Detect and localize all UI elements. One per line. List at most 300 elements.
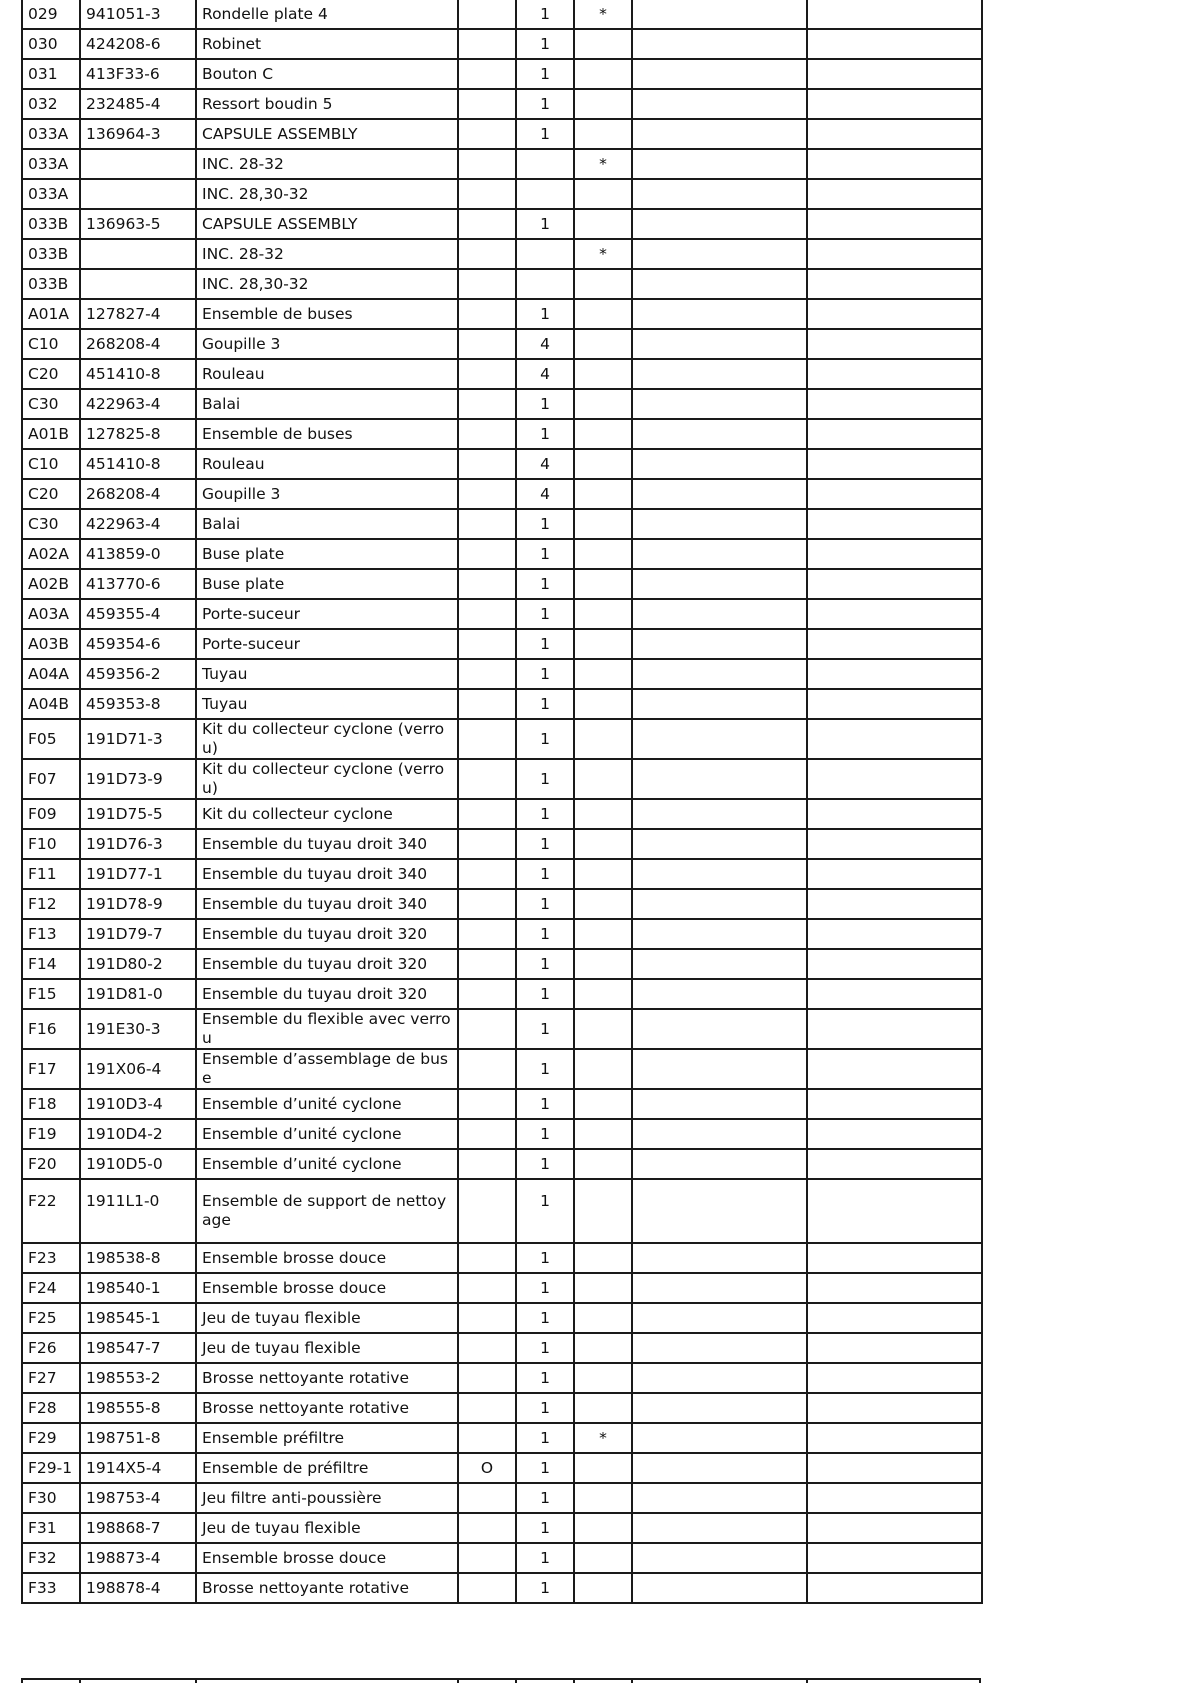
parts-list-sheet xyxy=(21,0,981,1604)
table-row xyxy=(22,1089,982,1119)
option-cell xyxy=(458,119,516,149)
table-row xyxy=(22,419,982,449)
description-cell: Goupille 3 xyxy=(196,329,458,359)
empty-cell xyxy=(807,269,982,299)
empty-cell xyxy=(807,1273,982,1303)
item-ref-cell: 033A xyxy=(22,179,80,209)
quantity-cell: 1 xyxy=(516,119,574,149)
table-row xyxy=(22,1483,982,1513)
table-row xyxy=(22,209,982,239)
part-number-cell: 136964-3 xyxy=(80,119,196,149)
item-ref-cell: F26 xyxy=(22,1333,80,1363)
note-mark-cell xyxy=(574,1303,632,1333)
note-mark-cell xyxy=(574,59,632,89)
item-ref-cell: F15 xyxy=(22,979,80,1009)
part-number-cell: 191D71-3 xyxy=(80,719,196,759)
option-cell xyxy=(458,329,516,359)
note-mark-cell: * xyxy=(574,1423,632,1453)
part-number-cell: 424208-6 xyxy=(80,29,196,59)
table-row xyxy=(22,329,982,359)
part-number-cell: 459356-2 xyxy=(80,659,196,689)
note-mark-cell xyxy=(574,919,632,949)
note-mark-cell xyxy=(574,889,632,919)
option-cell xyxy=(458,1393,516,1423)
option-cell xyxy=(458,29,516,59)
empty-cell xyxy=(807,1243,982,1273)
item-ref-cell: 033A xyxy=(22,119,80,149)
description-cell: Ensemble brosse douce xyxy=(196,1543,458,1573)
description-cell: Rouleau xyxy=(196,449,458,479)
part-number-cell: 451410-8 xyxy=(80,359,196,389)
empty-cell xyxy=(632,1513,807,1543)
option-cell xyxy=(458,859,516,889)
note-mark-cell xyxy=(574,949,632,979)
option-cell xyxy=(458,1273,516,1303)
part-number-cell: 459354-6 xyxy=(80,629,196,659)
description-cell: Tuyau xyxy=(196,659,458,689)
option-cell xyxy=(458,389,516,419)
note-mark-cell: * xyxy=(574,239,632,269)
note-mark-cell xyxy=(574,1273,632,1303)
description-cell: Kit du collecteur cyclone xyxy=(196,799,458,829)
table-row xyxy=(22,919,982,949)
empty-cell xyxy=(807,299,982,329)
empty-cell xyxy=(632,1393,807,1423)
option-cell xyxy=(458,1009,516,1049)
description-cell: Rouleau xyxy=(196,359,458,389)
item-ref-cell: F13 xyxy=(22,919,80,949)
quantity-cell: 1 xyxy=(516,1149,574,1179)
option-cell xyxy=(458,269,516,299)
note-mark-cell xyxy=(574,1453,632,1483)
description-cell: Kit du collecteur cyclone (verrou) xyxy=(196,719,458,759)
quantity-cell: 1 xyxy=(516,1119,574,1149)
table-row xyxy=(22,799,982,829)
option-cell xyxy=(458,539,516,569)
parts-table-body xyxy=(22,0,982,1603)
quantity-cell: 1 xyxy=(516,1303,574,1333)
description-cell: Balai xyxy=(196,389,458,419)
empty-cell xyxy=(807,1543,982,1573)
part-number-cell: 941051-3 xyxy=(80,0,196,29)
table-row xyxy=(22,599,982,629)
table-row xyxy=(22,689,982,719)
empty-cell xyxy=(632,949,807,979)
part-number-cell: 191X06-4 xyxy=(80,1049,196,1089)
item-ref-cell: 033B xyxy=(22,269,80,299)
table-row xyxy=(22,759,982,799)
empty-cell xyxy=(807,859,982,889)
item-ref-cell: A04B xyxy=(22,689,80,719)
empty-cell xyxy=(632,59,807,89)
empty-cell xyxy=(807,389,982,419)
empty-cell xyxy=(807,359,982,389)
table-row xyxy=(22,829,982,859)
empty-cell xyxy=(807,1009,982,1049)
part-number-cell: 198545-1 xyxy=(80,1303,196,1333)
note-mark-cell xyxy=(574,829,632,859)
quantity-cell: 1 xyxy=(516,209,574,239)
quantity-cell: 1 xyxy=(516,629,574,659)
table-row xyxy=(22,59,982,89)
empty-cell xyxy=(632,359,807,389)
empty-cell xyxy=(807,889,982,919)
part-number-cell xyxy=(80,239,196,269)
empty-cell xyxy=(807,629,982,659)
table-row xyxy=(22,449,982,479)
quantity-cell: 1 xyxy=(516,759,574,799)
part-number-cell: 191D77-1 xyxy=(80,859,196,889)
description-cell: Jeu de tuyau flexible xyxy=(196,1333,458,1363)
description-cell: Buse plate xyxy=(196,539,458,569)
description-cell: INC. 28,30-32 xyxy=(196,269,458,299)
quantity-cell: 1 xyxy=(516,1513,574,1543)
part-number-cell: 413F33-6 xyxy=(80,59,196,89)
table-row xyxy=(22,1303,982,1333)
item-ref-cell: 033B xyxy=(22,239,80,269)
option-cell xyxy=(458,719,516,759)
option-cell xyxy=(458,449,516,479)
empty-cell xyxy=(632,759,807,799)
quantity-cell: 1 xyxy=(516,299,574,329)
table-row xyxy=(22,1543,982,1573)
empty-cell xyxy=(807,1149,982,1179)
note-mark-cell xyxy=(574,799,632,829)
option-cell xyxy=(458,1179,516,1243)
quantity-cell: 1 xyxy=(516,689,574,719)
description-cell: Ensemble du flexible avec verrou xyxy=(196,1009,458,1049)
item-ref-cell: 032 xyxy=(22,89,80,119)
description-cell: Ensemble d’unité cyclone xyxy=(196,1119,458,1149)
empty-cell xyxy=(807,119,982,149)
table-row xyxy=(22,1573,982,1603)
empty-cell xyxy=(807,1119,982,1149)
note-mark-cell xyxy=(574,689,632,719)
empty-cell xyxy=(807,759,982,799)
column-line xyxy=(79,1678,81,1683)
table-row xyxy=(22,29,982,59)
note-mark-cell xyxy=(574,1009,632,1049)
part-number-cell: 268208-4 xyxy=(80,329,196,359)
empty-cell xyxy=(807,89,982,119)
part-number-cell: 198868-7 xyxy=(80,1513,196,1543)
empty-cell xyxy=(632,1303,807,1333)
description-cell: CAPSULE ASSEMBLY xyxy=(196,209,458,239)
option-cell xyxy=(458,979,516,1009)
empty-cell xyxy=(807,479,982,509)
empty-cell xyxy=(807,449,982,479)
table-row xyxy=(22,1243,982,1273)
part-number-cell: 459355-4 xyxy=(80,599,196,629)
table-continuation xyxy=(21,1678,981,1683)
table-row xyxy=(22,1393,982,1423)
empty-cell xyxy=(632,329,807,359)
option-cell xyxy=(458,59,516,89)
item-ref-cell: 031 xyxy=(22,59,80,89)
note-mark-cell xyxy=(574,859,632,889)
quantity-cell: 1 xyxy=(516,599,574,629)
quantity-cell xyxy=(516,179,574,209)
part-number-cell: 1914X5-4 xyxy=(80,1453,196,1483)
description-cell: INC. 28-32 xyxy=(196,149,458,179)
description-cell: Ensemble du tuyau droit 340 xyxy=(196,889,458,919)
option-cell xyxy=(458,179,516,209)
empty-cell xyxy=(807,1303,982,1333)
empty-cell xyxy=(807,0,982,29)
note-mark-cell xyxy=(574,539,632,569)
part-number-cell xyxy=(80,269,196,299)
empty-cell xyxy=(632,1543,807,1573)
part-number-cell: 136963-5 xyxy=(80,209,196,239)
description-cell: Ensemble d’unité cyclone xyxy=(196,1149,458,1179)
item-ref-cell: C20 xyxy=(22,359,80,389)
quantity-cell: 4 xyxy=(516,329,574,359)
description-cell: Ensemble du tuyau droit 320 xyxy=(196,919,458,949)
note-mark-cell xyxy=(574,269,632,299)
item-ref-cell: C20 xyxy=(22,479,80,509)
empty-cell xyxy=(807,1049,982,1089)
part-number-cell: 127827-4 xyxy=(80,299,196,329)
note-mark-cell xyxy=(574,1333,632,1363)
option-cell xyxy=(458,1089,516,1119)
column-line xyxy=(631,1678,633,1683)
empty-cell xyxy=(807,29,982,59)
option-cell xyxy=(458,1543,516,1573)
description-cell: Ensemble de préfiltre xyxy=(196,1453,458,1483)
quantity-cell: 1 xyxy=(516,1423,574,1453)
part-number-cell: 198540-1 xyxy=(80,1273,196,1303)
option-cell xyxy=(458,1573,516,1603)
table-row xyxy=(22,539,982,569)
quantity-cell: 1 xyxy=(516,539,574,569)
empty-cell xyxy=(632,89,807,119)
part-number-cell: 191D76-3 xyxy=(80,829,196,859)
description-cell: Ensemble du tuyau droit 340 xyxy=(196,859,458,889)
empty-cell xyxy=(632,419,807,449)
table-row xyxy=(22,1009,982,1049)
note-mark-cell xyxy=(574,89,632,119)
item-ref-cell: F23 xyxy=(22,1243,80,1273)
item-ref-cell: F32 xyxy=(22,1543,80,1573)
option-cell xyxy=(458,799,516,829)
option-cell xyxy=(458,1149,516,1179)
item-ref-cell: F16 xyxy=(22,1009,80,1049)
empty-cell xyxy=(632,1273,807,1303)
empty-cell xyxy=(632,1243,807,1273)
empty-cell xyxy=(632,119,807,149)
quantity-cell: 1 xyxy=(516,1089,574,1119)
empty-cell xyxy=(632,1483,807,1513)
note-mark-cell xyxy=(574,449,632,479)
option-cell xyxy=(458,569,516,599)
empty-cell xyxy=(807,59,982,89)
option-cell xyxy=(458,759,516,799)
item-ref-cell: A04A xyxy=(22,659,80,689)
empty-cell xyxy=(632,1573,807,1603)
quantity-cell: 1 xyxy=(516,1363,574,1393)
note-mark-cell xyxy=(574,1179,632,1243)
note-mark-cell xyxy=(574,1243,632,1273)
note-mark-cell xyxy=(574,1119,632,1149)
note-mark-cell xyxy=(574,1573,632,1603)
part-number-cell: 198873-4 xyxy=(80,1543,196,1573)
description-cell: Ensemble brosse douce xyxy=(196,1273,458,1303)
table-row xyxy=(22,1333,982,1363)
empty-cell xyxy=(807,1573,982,1603)
description-cell: Porte-suceur xyxy=(196,599,458,629)
item-ref-cell: A03A xyxy=(22,599,80,629)
option-cell xyxy=(458,359,516,389)
quantity-cell: 1 xyxy=(516,949,574,979)
quantity-cell: 4 xyxy=(516,479,574,509)
part-number-cell: 191D80-2 xyxy=(80,949,196,979)
item-ref-cell: F10 xyxy=(22,829,80,859)
empty-cell xyxy=(632,1333,807,1363)
note-mark-cell xyxy=(574,1363,632,1393)
table-row xyxy=(22,479,982,509)
table-row xyxy=(22,179,982,209)
option-cell xyxy=(458,889,516,919)
empty-cell xyxy=(807,1363,982,1393)
table-row xyxy=(22,509,982,539)
quantity-cell xyxy=(516,239,574,269)
empty-cell xyxy=(632,1453,807,1483)
item-ref-cell: F24 xyxy=(22,1273,80,1303)
quantity-cell: 1 xyxy=(516,1009,574,1049)
description-cell: Ensemble du tuyau droit 320 xyxy=(196,949,458,979)
note-mark-cell xyxy=(574,759,632,799)
quantity-cell: 1 xyxy=(516,799,574,829)
part-number-cell: 1910D5-0 xyxy=(80,1149,196,1179)
part-number-cell: 1911L1-0 xyxy=(80,1179,196,1243)
quantity-cell xyxy=(516,149,574,179)
note-mark-cell xyxy=(574,1543,632,1573)
quantity-cell: 1 xyxy=(516,569,574,599)
table-row xyxy=(22,629,982,659)
item-ref-cell: 033A xyxy=(22,149,80,179)
table-row xyxy=(22,569,982,599)
quantity-cell: 1 xyxy=(516,89,574,119)
description-cell: Brosse nettoyante rotative xyxy=(196,1363,458,1393)
note-mark-cell xyxy=(574,389,632,419)
part-number-cell: 191D78-9 xyxy=(80,889,196,919)
empty-cell xyxy=(807,799,982,829)
note-mark-cell xyxy=(574,209,632,239)
description-cell: Ensemble du tuyau droit 320 xyxy=(196,979,458,1009)
empty-cell xyxy=(807,689,982,719)
description-cell: Robinet xyxy=(196,29,458,59)
table-row xyxy=(22,299,982,329)
note-mark-cell: * xyxy=(574,149,632,179)
note-mark-cell xyxy=(574,1149,632,1179)
empty-cell xyxy=(807,179,982,209)
empty-cell xyxy=(807,539,982,569)
empty-cell xyxy=(807,149,982,179)
table-row xyxy=(22,659,982,689)
option-cell xyxy=(458,659,516,689)
quantity-cell: 1 xyxy=(516,1393,574,1423)
description-cell: Brosse nettoyante rotative xyxy=(196,1393,458,1423)
quantity-cell: 1 xyxy=(516,1179,574,1243)
part-number-cell: 191D75-5 xyxy=(80,799,196,829)
option-cell xyxy=(458,1119,516,1149)
note-mark-cell xyxy=(574,509,632,539)
option-cell xyxy=(458,1303,516,1333)
part-number-cell xyxy=(80,179,196,209)
empty-cell xyxy=(807,209,982,239)
empty-cell xyxy=(632,1089,807,1119)
table-row xyxy=(22,269,982,299)
empty-cell xyxy=(807,419,982,449)
item-ref-cell: F31 xyxy=(22,1513,80,1543)
description-cell: CAPSULE ASSEMBLY xyxy=(196,119,458,149)
part-number-cell: 191D73-9 xyxy=(80,759,196,799)
note-mark-cell xyxy=(574,299,632,329)
empty-cell xyxy=(807,1423,982,1453)
part-number-cell: 1910D3-4 xyxy=(80,1089,196,1119)
note-mark-cell xyxy=(574,1089,632,1119)
option-cell xyxy=(458,599,516,629)
quantity-cell: 1 xyxy=(516,389,574,419)
quantity-cell: 1 xyxy=(516,0,574,29)
quantity-cell: 1 xyxy=(516,859,574,889)
quantity-cell: 1 xyxy=(516,419,574,449)
quantity-cell: 1 xyxy=(516,1049,574,1089)
table-row xyxy=(22,1513,982,1543)
part-number-cell: 422963-4 xyxy=(80,389,196,419)
option-cell xyxy=(458,299,516,329)
description-cell: Ensemble du tuyau droit 340 xyxy=(196,829,458,859)
empty-cell xyxy=(632,149,807,179)
item-ref-cell: F28 xyxy=(22,1393,80,1423)
description-cell: Brosse nettoyante rotative xyxy=(196,1573,458,1603)
empty-cell xyxy=(632,239,807,269)
empty-cell xyxy=(632,1363,807,1393)
description-cell: Balai xyxy=(196,509,458,539)
note-mark-cell xyxy=(574,29,632,59)
empty-cell xyxy=(632,799,807,829)
option-cell xyxy=(458,1243,516,1273)
table-row xyxy=(22,1423,982,1453)
column-line xyxy=(806,1678,808,1683)
part-number-cell: 198751-8 xyxy=(80,1423,196,1453)
column-line xyxy=(979,1678,981,1683)
item-ref-cell: F18 xyxy=(22,1089,80,1119)
part-number-cell: 198878-4 xyxy=(80,1573,196,1603)
option-cell xyxy=(458,949,516,979)
empty-cell xyxy=(632,889,807,919)
empty-cell xyxy=(632,859,807,889)
table-row xyxy=(22,239,982,269)
part-number-cell: 198753-4 xyxy=(80,1483,196,1513)
note-mark-cell xyxy=(574,479,632,509)
quantity-cell: 1 xyxy=(516,509,574,539)
empty-cell xyxy=(632,389,807,419)
item-ref-cell: A03B xyxy=(22,629,80,659)
note-mark-cell xyxy=(574,179,632,209)
empty-cell xyxy=(632,1149,807,1179)
option-cell xyxy=(458,89,516,119)
empty-cell xyxy=(807,1393,982,1423)
empty-cell xyxy=(807,659,982,689)
item-ref-cell: F09 xyxy=(22,799,80,829)
part-number-cell: 198538-8 xyxy=(80,1243,196,1273)
description-cell: Jeu de tuyau flexible xyxy=(196,1513,458,1543)
part-number-cell: 191D81-0 xyxy=(80,979,196,1009)
option-cell xyxy=(458,829,516,859)
empty-cell xyxy=(632,1119,807,1149)
option-cell xyxy=(458,1333,516,1363)
